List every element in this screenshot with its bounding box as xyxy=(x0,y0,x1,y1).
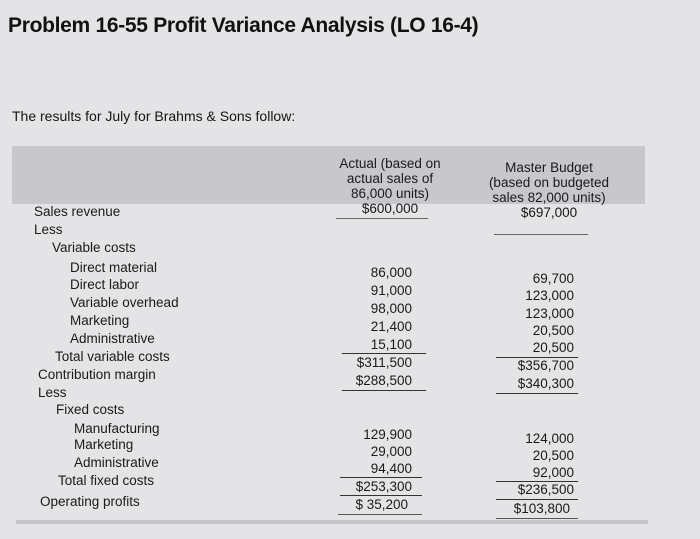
actual-total-fixed-costs: $253,300 xyxy=(355,479,412,494)
actual-header-underline xyxy=(336,218,428,219)
label-fixed-marketing: Marketing xyxy=(74,437,134,452)
budget-fixed-administrative: 92,000 xyxy=(532,465,574,480)
budget-contribution-rule xyxy=(496,393,578,394)
budget-total-fixed-costs: $236,500 xyxy=(517,482,574,497)
actual-header-line-1: Actual (based on xyxy=(339,156,441,171)
label-total-fixed-costs: Total fixed costs xyxy=(58,473,155,488)
actual-total-fixed-rule xyxy=(340,495,422,496)
budget-header-line-2: (based on budgeted xyxy=(488,175,610,190)
label-direct-labor: Direct labor xyxy=(70,277,140,292)
label-fixed-administrative: Administrative xyxy=(74,455,159,470)
label-less-1: Less xyxy=(34,222,63,237)
actual-contribution-rule xyxy=(342,390,426,391)
budget-contribution-margin: $340,300 xyxy=(517,376,574,391)
actual-fixed-subtotal-rule xyxy=(340,477,422,478)
budget-fixed-marketing: 20,500 xyxy=(532,448,574,463)
actual-variable-subtotal-rule xyxy=(342,353,426,354)
actual-profit-rule xyxy=(338,514,422,515)
actual-marketing: 21,400 xyxy=(370,319,412,334)
actual-fixed-marketing: 29,000 xyxy=(370,444,412,459)
page-title: Problem 16-55 Profit Variance Analysis (LO 16-4) xyxy=(8,14,479,37)
budget-marketing: 20,500 xyxy=(532,323,574,338)
budget-manufacturing: 124,000 xyxy=(525,431,574,446)
budget-total-variable-costs: $356,700 xyxy=(517,358,574,373)
label-contribution-margin: Contribution margin xyxy=(38,367,156,382)
actual-column-header xyxy=(326,156,454,216)
actual-header-line-3: 86,000 units) xyxy=(350,186,430,201)
budget-direct-material: 69,700 xyxy=(532,271,574,286)
label-variable-costs: Variable costs xyxy=(52,240,136,255)
budget-total-fixed-rule xyxy=(496,499,578,500)
budget-header-line-3: sales 82,000 units) xyxy=(492,190,606,205)
actual-manufacturing: 129,900 xyxy=(363,427,412,442)
budget-direct-labor: 123,000 xyxy=(525,288,574,303)
actual-direct-labor: 91,000 xyxy=(370,283,412,298)
actual-direct-material: 86,000 xyxy=(370,265,412,280)
budget-administrative: 20,500 xyxy=(532,340,574,355)
actual-administrative: 15,100 xyxy=(370,337,412,352)
label-fixed-costs: Fixed costs xyxy=(56,402,125,417)
budget-sales-amount: $697,000 xyxy=(520,205,578,220)
actual-sales-amount: $600,000 xyxy=(361,201,419,216)
budget-column-header xyxy=(476,160,622,220)
label-variable-overhead: Variable overhead xyxy=(70,295,179,310)
budget-header-underline xyxy=(494,234,588,235)
label-less-2: Less xyxy=(38,385,67,400)
budget-profit-rule xyxy=(496,518,578,519)
actual-total-variable-costs: $311,500 xyxy=(356,355,412,370)
table-bottom-border xyxy=(16,520,648,524)
label-direct-material: Direct material xyxy=(70,260,158,275)
label-administrative: Administrative xyxy=(70,331,155,346)
budget-variable-overhead: 123,000 xyxy=(525,306,574,321)
actual-fixed-administrative: 94,400 xyxy=(370,461,412,476)
label-sales-revenue: Sales revenue xyxy=(34,204,121,219)
actual-variable-overhead: 98,000 xyxy=(370,301,412,316)
intro-text: The results for July for Brahms & Sons follow: xyxy=(12,108,296,124)
budget-header-line-1: Master Budget xyxy=(505,160,593,175)
actual-operating-profits: $ 35,200 xyxy=(355,497,408,512)
label-total-variable-costs: Total variable costs xyxy=(55,349,170,364)
actual-header-line-2: actual sales of xyxy=(346,171,434,186)
label-manufacturing: Manufacturing xyxy=(74,421,160,436)
budget-operating-profits: $103,800 xyxy=(513,501,570,516)
actual-contribution-margin: $288,500 xyxy=(355,373,412,388)
label-marketing: Marketing xyxy=(70,313,130,328)
label-operating-profits: Operating profits xyxy=(40,494,140,509)
